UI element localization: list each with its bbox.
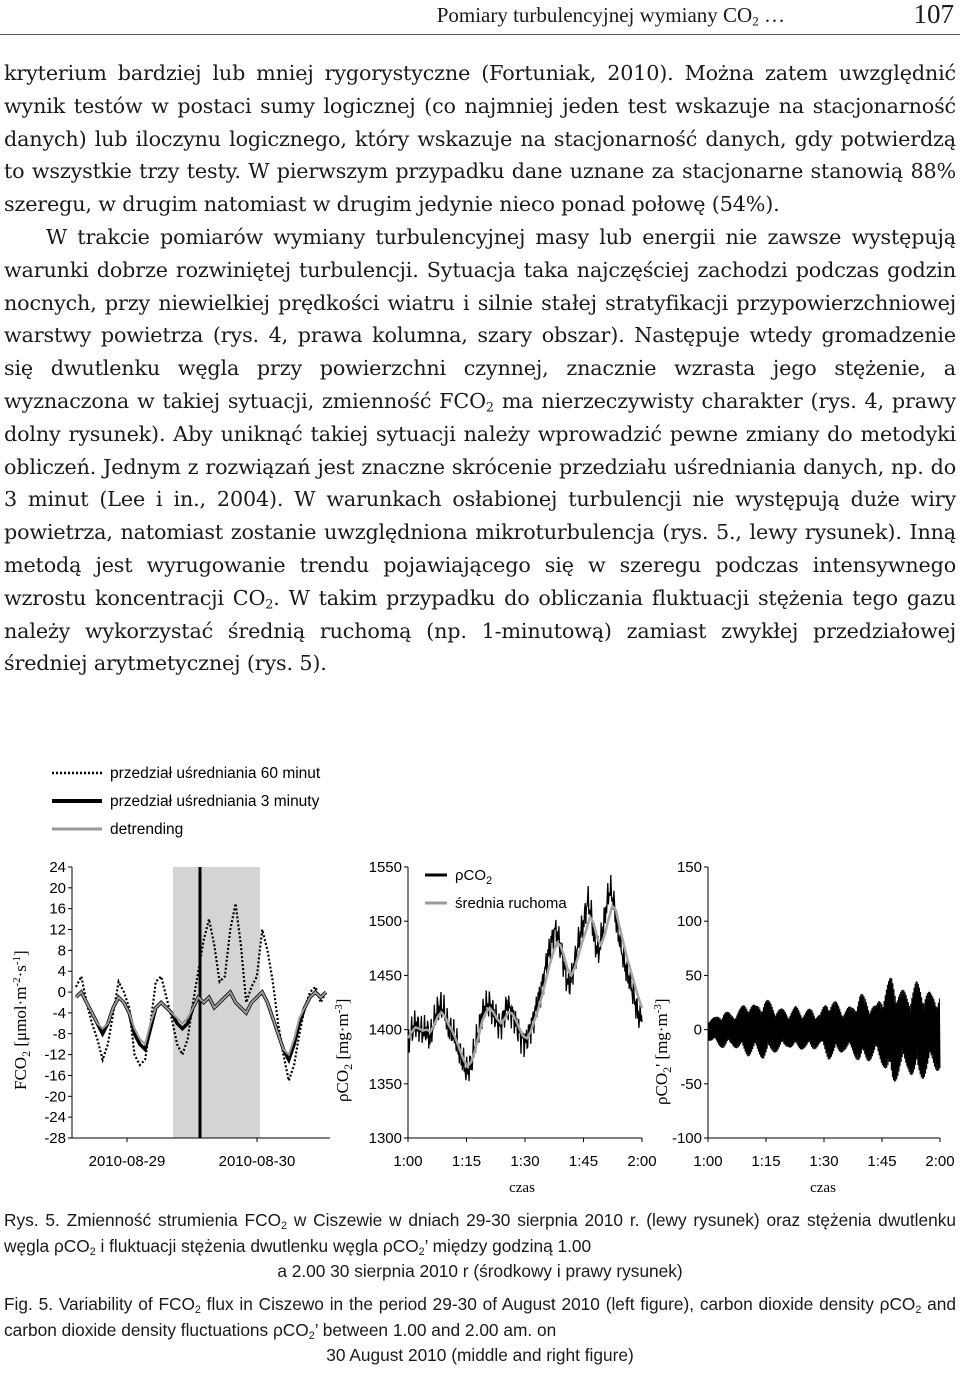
chart1-y-tick-label: 16 <box>49 900 66 918</box>
chart1-y-tick-label: -20 <box>44 1088 66 1106</box>
chart3-y-tick-label: -50 <box>680 1075 702 1093</box>
chart3-series-fluctuations <box>708 978 940 1082</box>
chart1-y-tick-label: -16 <box>44 1067 66 1085</box>
chart3-y-tick-label: 150 <box>676 859 702 876</box>
running-head: Pomiary turbulencyjnej wymiany $CO_2$ … <box>436 3 785 29</box>
chart2-y-tick-label: 1350 <box>368 1075 402 1093</box>
chart1-x-tick-label: 2010-08-29 <box>88 1153 166 1170</box>
chart1-ylabel: $FCO_2$ $[\mu mol\cdot m^{-2}\cdot s^{-1}]$ <box>11 950 33 1090</box>
chart3-xlabel: czas <box>810 1180 836 1196</box>
chart2-y-tick-label: 1400 <box>368 1021 402 1039</box>
caption-english <box>4 1292 956 1369</box>
legend-label-3min: przedział uśredniania 3 minuty <box>110 793 320 810</box>
chart1-y-tick-label: 20 <box>49 879 66 897</box>
chart2-y-tick-label: 1550 <box>368 859 402 876</box>
chart-fco2-flux <box>44 859 330 1170</box>
chart1-y-tick-label: 0 <box>57 984 66 1002</box>
chart3-x-tick-label: 1:15 <box>751 1153 781 1170</box>
caption-polish-main: Rys. 5. Zmienność strumienia $FCO_2$ w Ciszewie w dniach 29-30 sierpnia 2010 r. (lewy rysunek) oraz stężenia dwutlenku węgla ρCO$_2$ i fluktuacji stężenia dwutlenku węgla ρCO$_2$’ między godziną 1.00 <box>4 1210 956 1258</box>
chart2-x-tick-label: 1:15 <box>451 1153 482 1170</box>
chart2-x-tick-label: 1:00 <box>393 1153 423 1170</box>
paragraph-1: kryterium bardziej lub mniej rygorystyczne (Fortuniak, 2010). Można zatem uwzględnić wynik testów w postaci sumy logicznej (co najmniej jeden test wskazuje na stacjonarność danych) lub iloczynu logicznego, który wskazuje na stacjonarność danych, gdy potwierdzą to wszystkie trzy testy. W pierwszym przypadku dane uznane za stacjonarne stanowią 88% szeregu, w drugim natomiast w drugim jedynie nieco ponad połowę (54%). <box>4 61 956 217</box>
chart2-x-tick-label: 1:45 <box>568 1153 599 1170</box>
page-header <box>0 0 960 35</box>
chart1-y-tick-label: 8 <box>57 942 66 960</box>
chart2-y-tick-label: 1450 <box>368 967 402 985</box>
figure-5-svg <box>0 750 960 1200</box>
chart1-y-tick-label: 24 <box>49 859 66 876</box>
chart1-y-tick-label: -12 <box>44 1046 66 1064</box>
chart-co2-fluctuations <box>672 859 955 1170</box>
chart2-y-tick-label: 1500 <box>368 913 402 931</box>
legend-label-60min: przedział uśredniania 60 minut <box>110 765 321 782</box>
chart3-y-tick-label: -100 <box>671 1130 702 1147</box>
legend-label-detrending: detrending <box>110 821 184 838</box>
chart1-y-tick-label: 4 <box>57 963 66 981</box>
caption-polish <box>4 1208 956 1285</box>
chart2-legend-label-rho: ρCO$_2$ <box>455 867 493 887</box>
chart1-y-tick-label: 12 <box>49 921 66 939</box>
chart2-y-tick-label: 1300 <box>368 1130 402 1147</box>
chart1-y-tick-label: -24 <box>44 1109 66 1127</box>
figure-5 <box>0 750 960 1200</box>
chart2-legend-label-mean: średnia ruchoma <box>455 895 567 912</box>
caption-english-main: Fig. 5. Variability of $FCO_2$ flux in Ciszewo in the period 29-30 of August 2010 (left figure), carbon dioxide density ρCO$_2$ and carbon dioxide density fluctuations ρCO$_2$’ between 1.00 and 2.00 am. on <box>4 1294 956 1342</box>
chart3-x-tick-label: 1:00 <box>693 1153 723 1170</box>
chart3-x-tick-label: 1:30 <box>809 1153 839 1170</box>
chart3-y-tick-label: 50 <box>685 967 702 985</box>
caption-english-last: 30 August 2010 (middle and right figure) <box>326 1345 634 1365</box>
chart1-y-tick-label: -4 <box>52 1004 66 1022</box>
paragraph-2: W trakcie pomiarów wymiany turbulencyjnej masy lub energii nie zawsze występują warunki dobrze rozwiniętej turbulencji. Sytuacja taka najczęściej zachodzi podczas godzin nocnych, przy niewielkiej prędkości wiatru i silnie stałej stratyfikacji przypowierzchniowej warstwy powietrza (rys. 4, prawa kolumna, szary obszar). Następuje wtedy gromadzenie się dwutlenku węgla przy powierzchni czynnej, znacznie wzrasta jego stężenie, a wyznaczona w takiej sytuacji, zmienność $FCO_2$ ma nierzeczywisty charakter (rys. 4, prawy dolny rysunek). Aby uniknąć takiej sytuacji należy wprowadzić pewne zmiany do metodyki obliczeń. Jednym z rozwiązań jest znaczne skrócenie przedziału uśredniania danych, np. do 3 minut (Lee i in., 2004). W warunkach osłabionej turbulencji nie występują duże wiry powietrza, natomiast zostanie uwzględniona mikroturbulencja (rys. 5., lewy rysunek). Inną metodą jest wyrugowanie trendu pojawiającego się w szeregu podczas intensywnego wzrostu koncentracji $CO_2$. W takim przypadku do obliczania fluktuacji stężenia tego gazu należy wykorzystać średnią ruchomą (np. 1-minutową) zamiast zwykłej przedziałowej średniej arytmetycznej (rys. 5). <box>4 224 957 676</box>
caption-polish-last: a 2.00 30 sierpnia 2010 r (środkowy i prawy rysunek) <box>277 1261 683 1281</box>
chart2-x-tick-label: 1:30 <box>510 1153 540 1170</box>
body-text <box>4 57 956 680</box>
chart2-xlabel: czas <box>509 1180 535 1196</box>
chart1-y-tick-label: -8 <box>52 1025 66 1043</box>
chart3-x-tick-label: 2:00 <box>925 1153 955 1170</box>
figure-legend <box>52 765 321 838</box>
chart2-legend <box>425 867 567 912</box>
chart3-ylabel: ρCO$_2$' $[mg\cdot m^{-3}]$ <box>652 998 674 1105</box>
chart3-y-tick-label: 0 <box>693 1021 702 1039</box>
page-number: 107 <box>913 0 954 29</box>
chart2-ylabel: ρCO$_2$ $[mg\cdot m^{-3}]$ <box>333 998 355 1102</box>
chart1-night-band <box>173 867 260 1138</box>
chart2-x-tick-label: 2:00 <box>627 1153 657 1170</box>
chart1-y-tick-label: -28 <box>44 1130 66 1147</box>
chart3-x-tick-label: 1:45 <box>867 1153 897 1170</box>
chart3-y-tick-label: 100 <box>676 913 702 931</box>
chart1-x-tick-label: 2010-08-30 <box>218 1153 296 1170</box>
